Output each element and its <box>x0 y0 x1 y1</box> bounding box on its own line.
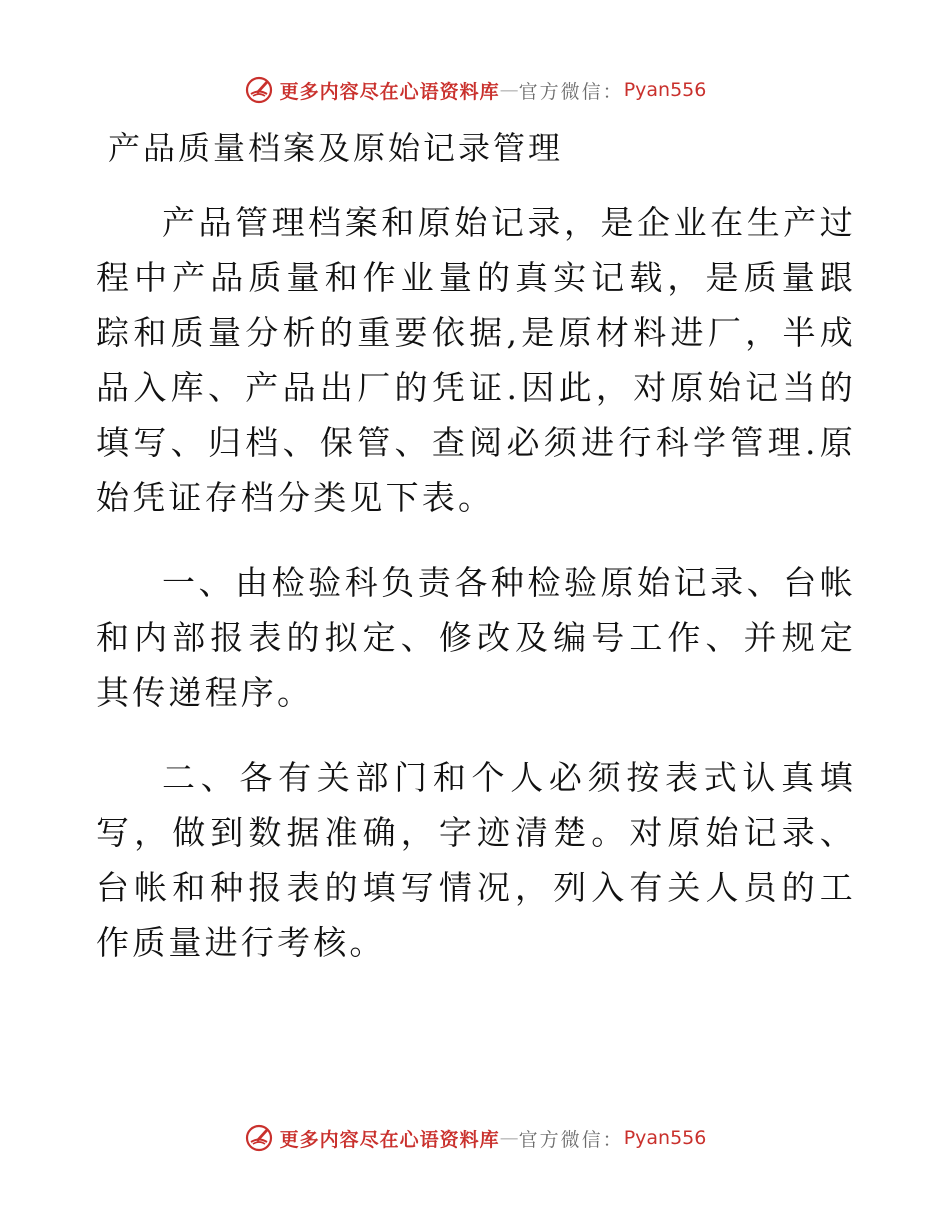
paragraph-item-1: 一、由检验科负责各种检验原始记录、台帐和内部报表的拟定、修改及编号工作、并规定其传递程序。 <box>96 563 856 712</box>
paragraph-item-2: 二、各有关部门和个人必须按表式认真填写，做到数据准确，字迹清楚。对原始记录、台帐和种报表的填写情况，列入有关人员的工作质量进行考核。 <box>96 758 856 962</box>
document-body <box>96 195 856 1000</box>
header-watermark <box>0 70 950 110</box>
watermark-wechat-id: Pyan556 <box>623 1127 707 1149</box>
book-pen-logo-icon <box>244 75 274 105</box>
document-title: 产品质量档案及原始记录管理 <box>108 129 564 167</box>
watermark-label: 官方微信： <box>518 80 624 103</box>
watermark-text: 更多内容尽在心语资料库 <box>279 1128 500 1151</box>
book-pen-logo-icon <box>244 1123 274 1153</box>
watermark-text: 更多内容尽在心语资料库 <box>279 80 500 103</box>
paragraph-intro: 产品管理档案和原始记录，是企业在生产过程中产品质量和作业量的真实记载，是质量跟踪和质量分析的重要依据,是原材料进厂，半成品入库、产品出厂的凭证.因此，对原始记当的填写、归档、保管、查阅必须进行科学管理.原始凭证存档分类见下表。 <box>96 203 856 517</box>
watermark-separator: — <box>499 79 519 101</box>
watermark-wechat-id: Pyan556 <box>623 79 707 101</box>
footer-watermark <box>0 1118 950 1158</box>
watermark-label: 官方微信： <box>518 1128 624 1151</box>
watermark-separator: — <box>499 1127 519 1149</box>
